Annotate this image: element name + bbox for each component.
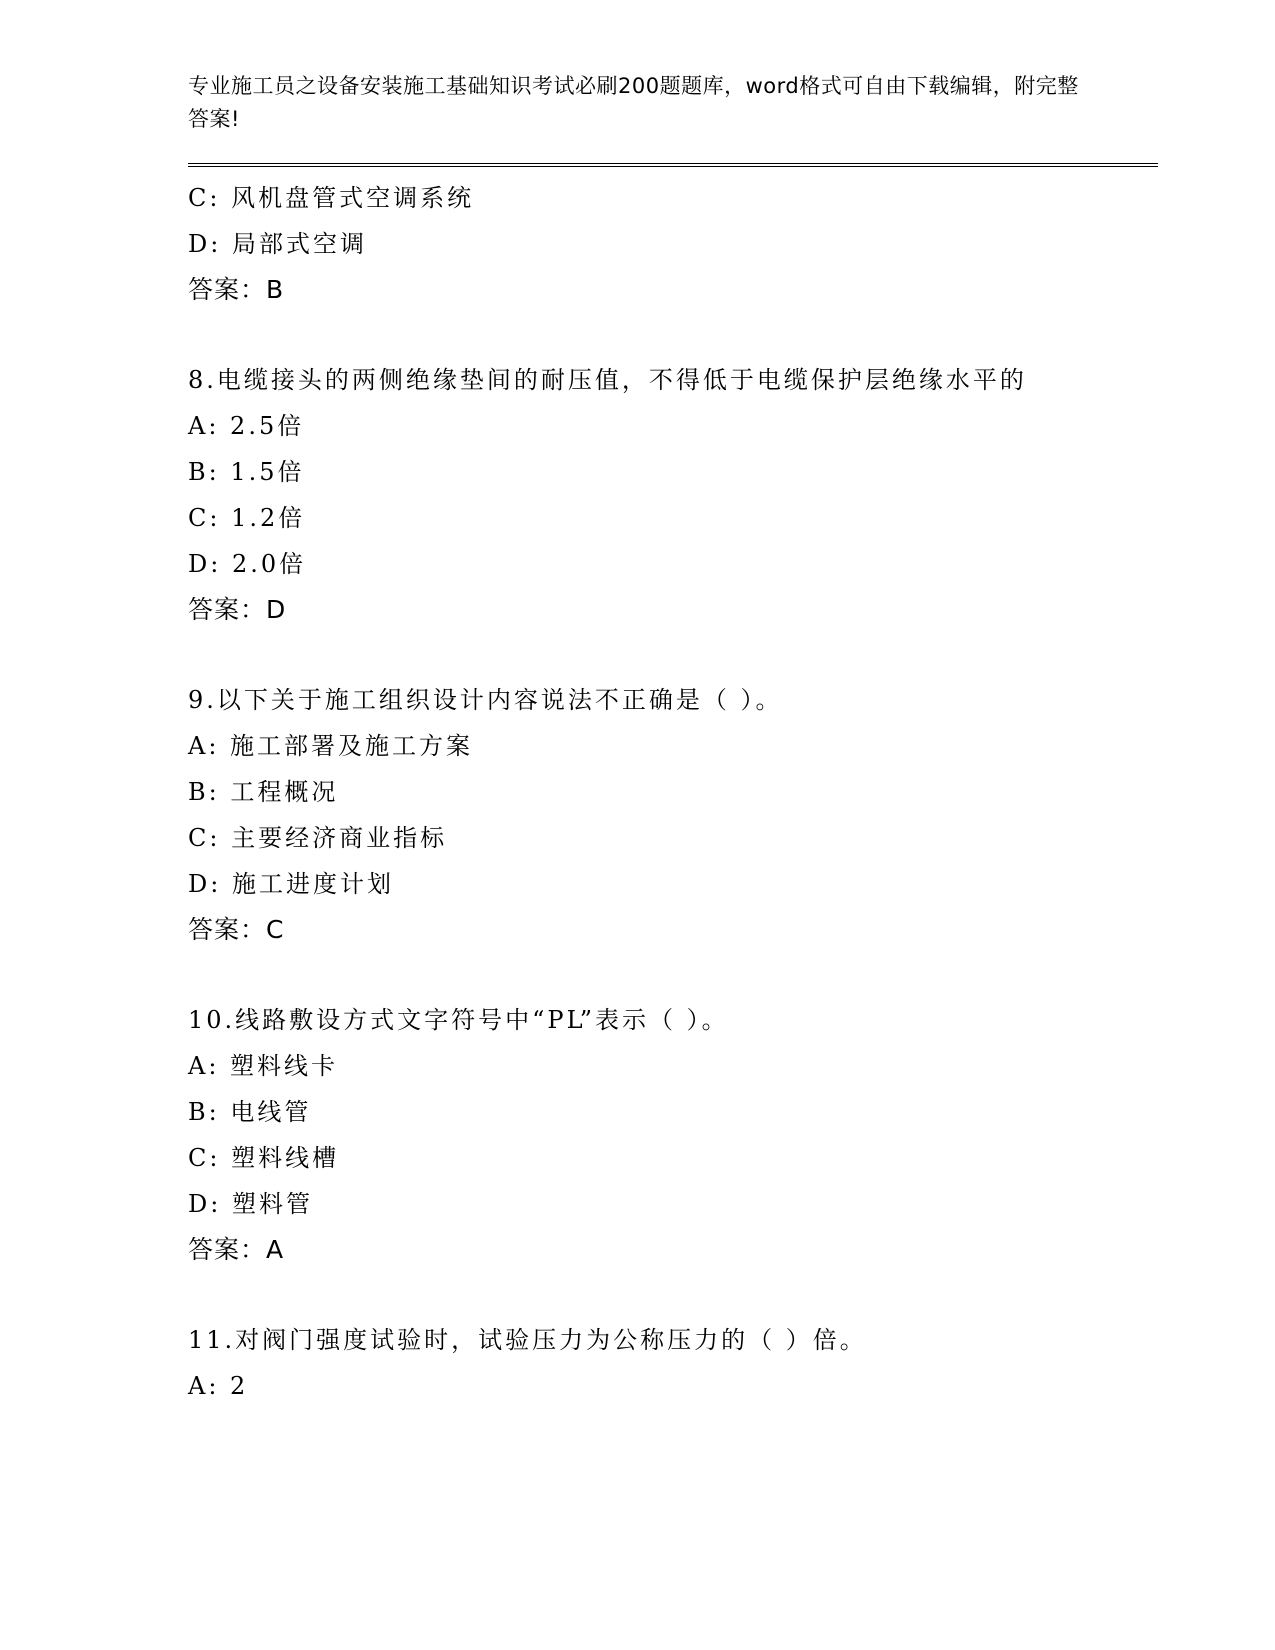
option-a: A: 施工部署及施工方案 <box>188 732 474 760</box>
question-title: 9.以下关于施工组织设计内容说法不正确是（ ）。 <box>188 686 783 714</box>
option-a: A: 2.5倍 <box>188 412 305 440</box>
question-9 <box>188 677 1158 953</box>
answer-line: 答案：A <box>188 1235 285 1264</box>
option-b: B: 1.5倍 <box>188 458 305 486</box>
option-c: C: 1.2倍 <box>188 504 306 532</box>
option-c: C: 风机盘管式空调系统 <box>188 184 475 212</box>
option-a: A: 塑料线卡 <box>188 1052 339 1080</box>
spacer <box>188 313 1158 357</box>
spacer <box>188 633 1158 677</box>
question-8 <box>188 357 1158 633</box>
question-list <box>188 175 1158 1409</box>
question-title: 10.线路敷设方式文字符号中“PL”表示（ ）。 <box>188 1006 729 1034</box>
option-d: D: 局部式空调 <box>188 230 367 258</box>
option-d: D: 2.0倍 <box>188 550 307 578</box>
option-c: C: 塑料线槽 <box>188 1144 340 1172</box>
answer-line: 答案：B <box>188 275 285 304</box>
question-title: 8.电缆接头的两侧绝缘垫间的耐压值，不得低于电缆保护层绝缘水平的 <box>188 366 1027 394</box>
question-10 <box>188 997 1158 1273</box>
document-page <box>188 70 1158 1409</box>
answer-line: 答案：D <box>188 595 287 624</box>
option-d: D: 塑料管 <box>188 1190 313 1218</box>
option-b: B: 电线管 <box>188 1098 312 1126</box>
answer-line: 答案：C <box>188 915 285 944</box>
option-c: C: 主要经济商业指标 <box>188 824 448 852</box>
question-7-fragment <box>188 175 1158 313</box>
option-d: D: 施工进度计划 <box>188 870 394 898</box>
option-b: B: 工程概况 <box>188 778 339 806</box>
spacer <box>188 953 1158 997</box>
header-divider <box>188 163 1158 167</box>
option-a: A: 2 <box>188 1372 249 1400</box>
spacer <box>188 1273 1158 1317</box>
question-11 <box>188 1317 1158 1409</box>
question-title: 11.对阀门强度试验时，试验压力为公称压力的（ ）倍。 <box>188 1326 867 1354</box>
document-header: 专业施工员之设备安装施工基础知识考试必刷200题题库，word格式可自由下载编辑，附完整答案! <box>188 74 1079 131</box>
